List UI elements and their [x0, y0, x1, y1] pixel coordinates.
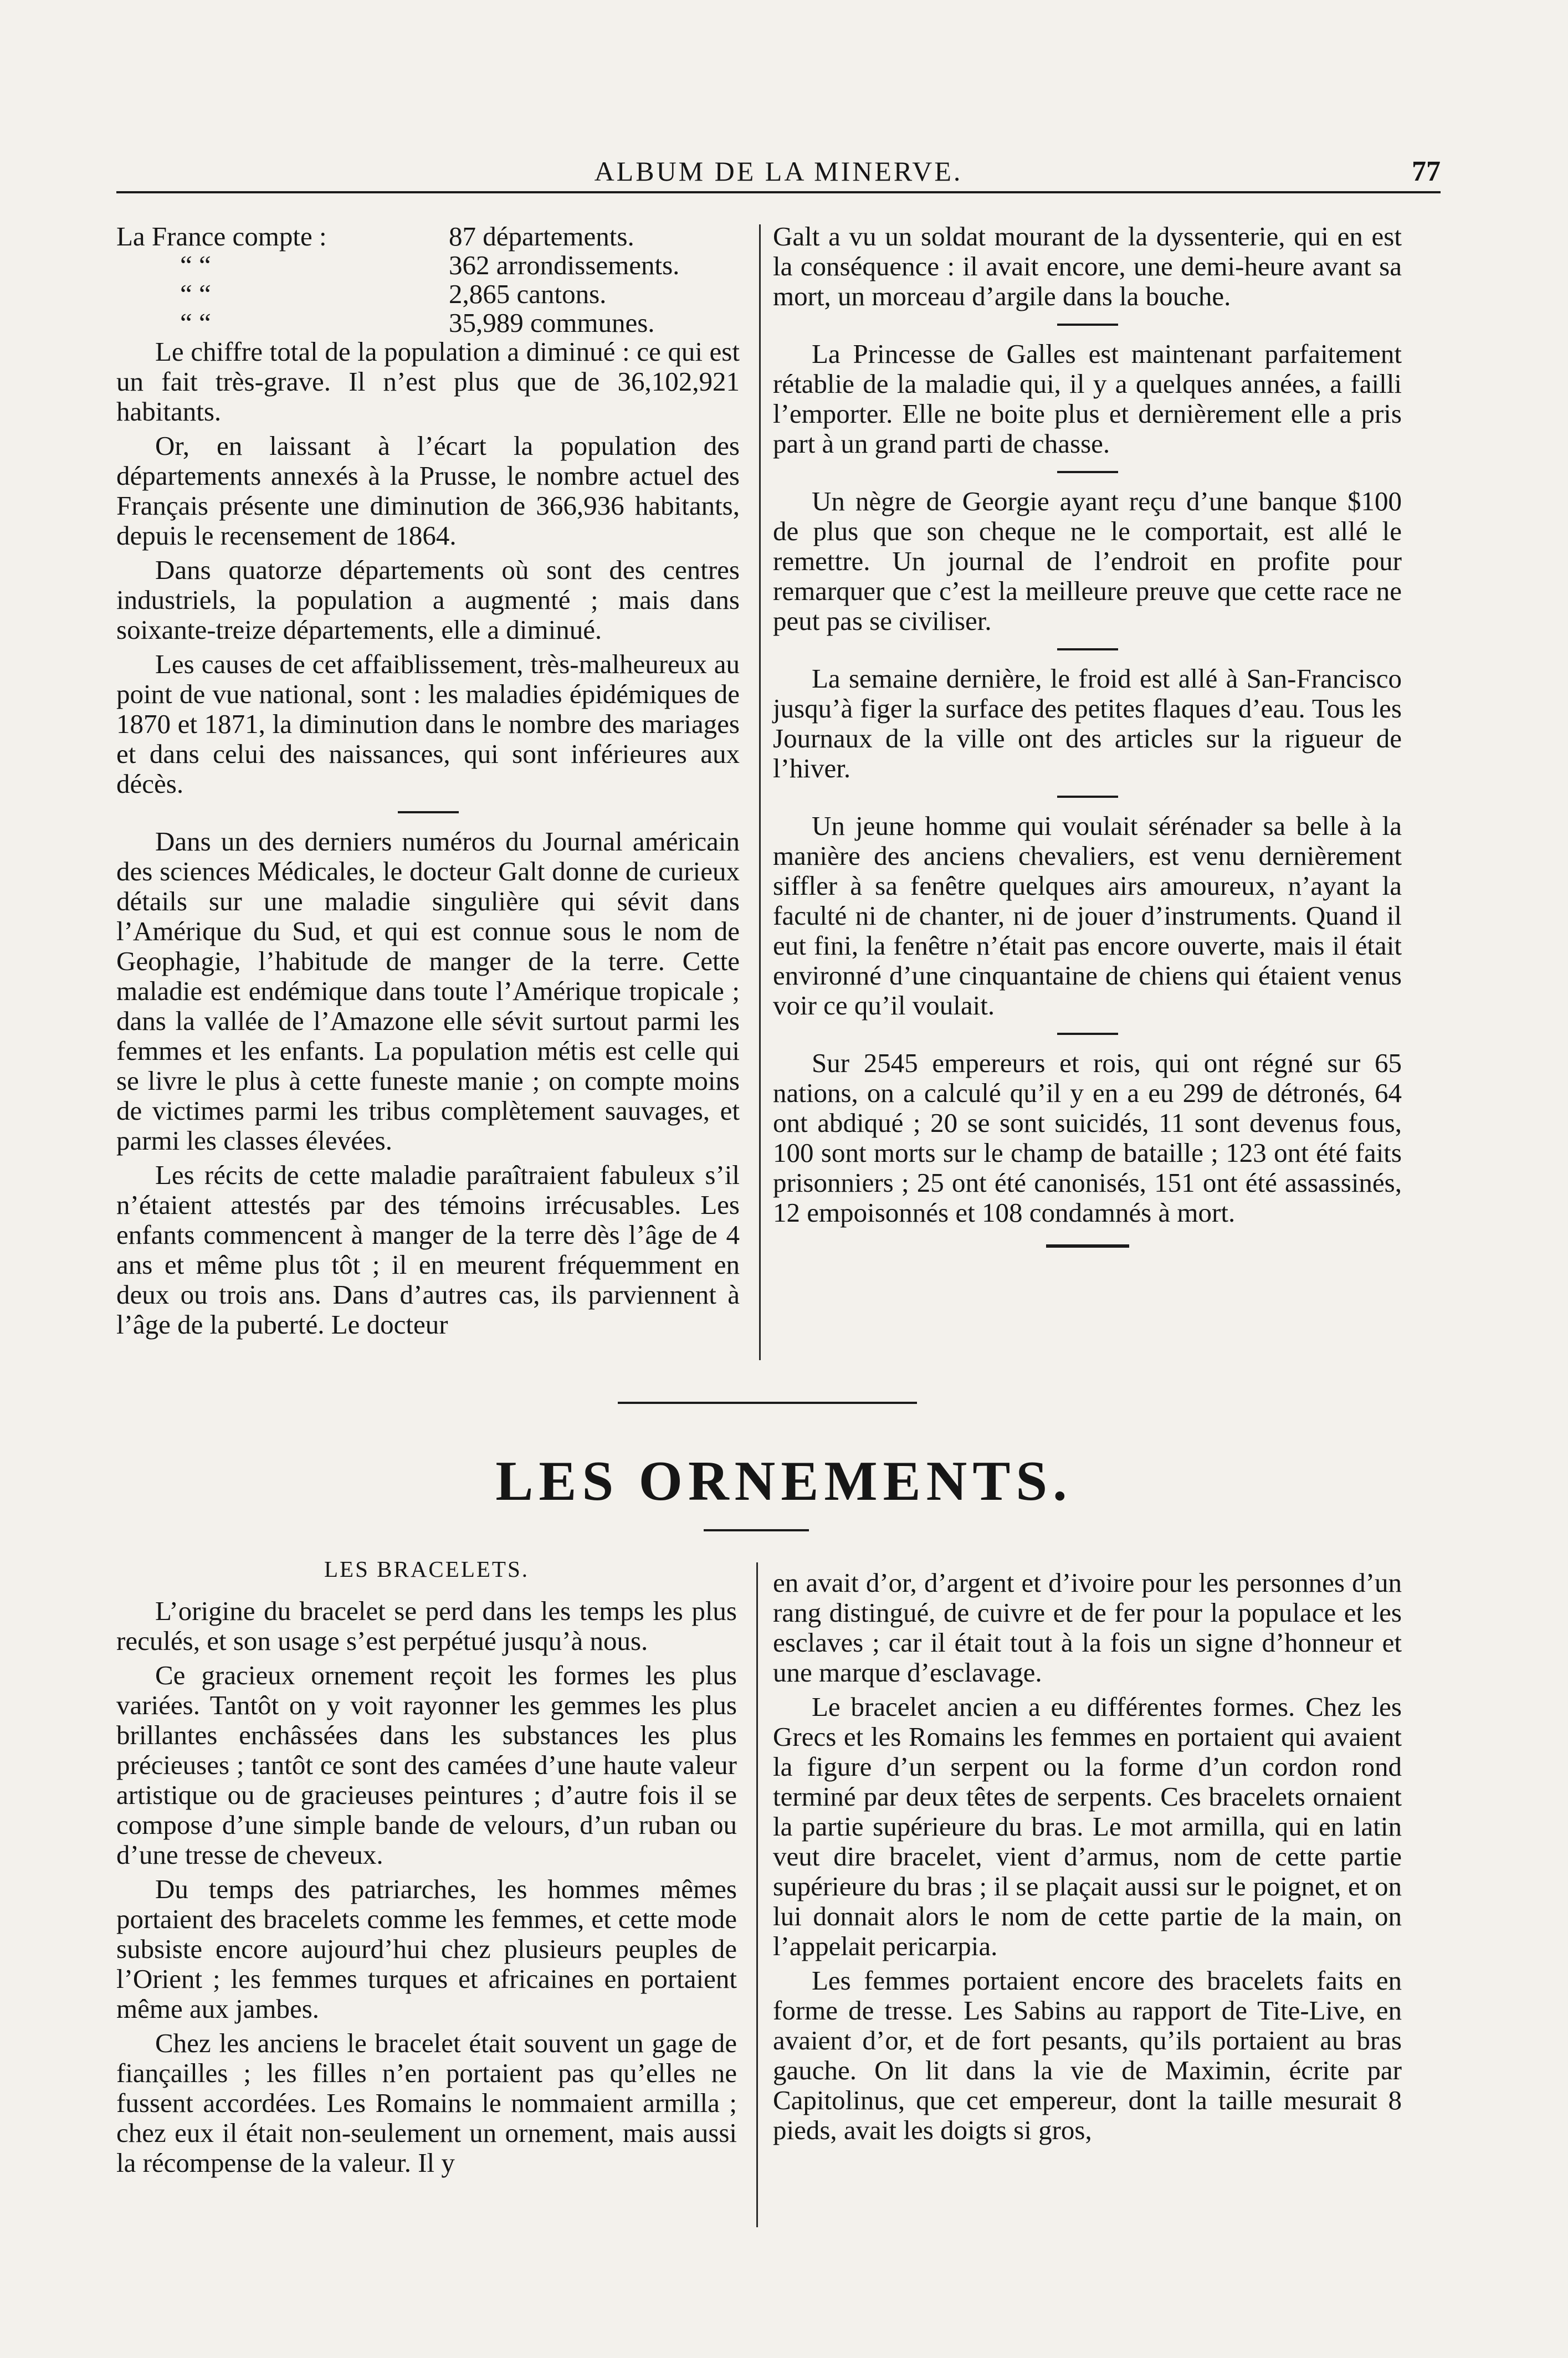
paragraph: Sur 2545 empereurs et rois, qui ont régné sur 65 nations, on a calculé qu’il y en a eu 299 de détronés, 64 ont abdiqué ; 20 se sont suicidés, 11 sont devenus fous, 100 sont morts sur le champ de bataille ; 123 ont été faits prisonniers ; 25 ont été canonisés, 151 ont été assassinés, 12 empoisonnés et 108 condamnés à mort. — [773, 1048, 1402, 1228]
section-subrule — [704, 1529, 809, 1531]
paragraph: La Princesse de Galles est maintenant parfaitement rétablie de la maladie qui, il y a quelques années, a failli l’emporter. Elle ne boite plus et dernièrement elle a pris part à un grand parti de chasse. — [773, 339, 1402, 459]
journal-title: ALBUM DE LA MINERVE. — [594, 156, 963, 187]
paragraph: Un jeune homme qui voulait sérénader sa belle à la manière des anciens chevaliers, est venu dernièrement siffler à sa fenêtre quelques airs amoureux, n’ayant la faculté ni de chanter, ni de jouer d’instruments. Quand il eut fini, la fenêtre n’était pas encore ouverte, mais il était environné d’une cinquantaine de chiens qui étaient venus voir ce qu’il voulait. — [773, 811, 1402, 1021]
stat-value: 2,865 cantons. — [449, 279, 607, 309]
paragraph: Chez les anciens le bracelet était souvent un gage de fiançailles ; les filles n’en portaient pas qu’elles ne fussent accordées. Les Romains le nommaient armilla ; chez eux il était non-seulement un ornement, mais aussi la récompense de la valeur. Il y — [116, 2028, 737, 2178]
separator-rule — [1057, 1033, 1118, 1035]
stat-row — [116, 250, 740, 279]
stat-value: 87 départements. — [449, 221, 634, 252]
paragraph: Les causes de cet affaiblissement, très-malheureux au point de vue national, sont : les maladies épidémiques de 1870 et 1871, la diminution dans le nombre des mariages et dans celui des naissances, qui sont inférieures aux décès. — [116, 649, 740, 799]
paragraph: L’origine du bracelet se perd dans les temps les plus reculés, et son usage s’est perpétué jusqu’à nous. — [116, 1596, 737, 1656]
paragraph: en avait d’or, d’argent et d’ivoire pour les personnes d’un rang distingué, de cuivre et de fer pour la populace et les esclaves ; car il était tout à la fois un signe d’honneur et une marque d’esclavage. — [773, 1567, 1402, 1688]
paragraph: Le bracelet ancien a eu différentes formes. Chez les Grecs et les Romains les femmes en portaient qui avaient la figure d’un serpent ou la forme d’un cordon rond terminé par deux têtes de serpents. Ces bracelets ornaient la partie supérieure du bras. Le mot armilla, qui en latin veut dire bracelet, vient d’armus, nom de cette partie supérieure du bras ; il se plaçait aussi sur le poignet, et on lui donnait alors le nom de cette partie de la main, on l’appelait pericarpia. — [773, 1691, 1402, 1961]
page-number: 77 — [1412, 156, 1441, 187]
stat-row — [116, 308, 740, 337]
section-title: LES ORNEMENTS. — [495, 1450, 1073, 1513]
separator-rule — [1057, 648, 1118, 650]
column-divider — [756, 1562, 758, 2227]
lower-right-column — [773, 1568, 1402, 2150]
stat-value: 35,989 communes. — [449, 307, 655, 338]
stat-label: “ “ — [180, 307, 211, 338]
paragraph: Un nègre de Georgie ayant reçu d’une banque $100 de plus que son cheque ne le comportait, est allé le remettre. Un journal de l’endroit en profite pour remarquer que c’est la meilleure preuve que cette race ne peut pas se civiliser. — [773, 486, 1402, 636]
paragraph: Les femmes portaient encore des bracelets faits en forme de tresse. Les Sabins au rapport de Tite-Live, en avaient d’or, et de fort pesants, qu’ils portaient au bras gauche. On lit dans la vie de Maximin, écrite par Capitolinus, que cet empereur, dont la taille mesurait 8 pieds, avait les doigts si gros, — [773, 1965, 1402, 2145]
section-rule — [618, 1402, 917, 1404]
stat-label: “ “ — [180, 279, 211, 309]
stat-row — [116, 279, 740, 308]
running-header — [116, 150, 1441, 194]
separator-rule — [1057, 796, 1118, 798]
stat-label: La France compte : — [116, 221, 327, 252]
separator-rule — [1057, 471, 1118, 473]
paragraph: Dans un des derniers numéros du Journal américain des sciences Médicales, le docteur Galt donne de curieux détails sur une maladie singulière qui sévit dans l’Amérique du Sud, et qui est connue sous le nom de Geophagie, l’habitude de manger de la terre. Cette maladie est endémique dans toute l’Amérique tropicale ; dans la vallée de l’Amazone elle sévit surtout parmi les femmes et les enfants. La population métis est celle qui se livre le plus à cette funeste manie ; on compte moins de victimes parmi les tribus complètement sauvages, et parmi les classes élevées. — [116, 826, 740, 1156]
upper-right-column — [773, 222, 1402, 1261]
stat-row — [116, 222, 740, 250]
paragraph: Les récits de cette maladie paraîtraient fabuleux s’il n’étaient attestés par des témoins irrécusables. Les enfants commencent à manger de la terre dès l’âge de 4 ans et même plus tôt ; il en meurent fréquemment en deux ou trois ans. Dans d’autres cas, ils parviennent à l’âge de la puberté. Le docteur — [116, 1160, 740, 1340]
stat-label: “ “ — [180, 250, 211, 280]
paragraph: Or, en laissant à l’écart la population des départements annexés à la Prusse, le nombre actuel des Français présente une diminution de 366,936 habitants, depuis le recensement de 1864. — [116, 430, 740, 551]
paragraph: Le chiffre total de la population a diminué : ce qui est un fait très-grave. Il n’est plus que de 36,102,921 habitants. — [116, 336, 740, 427]
end-rule — [1046, 1244, 1129, 1248]
separator-rule — [1057, 324, 1118, 326]
paragraph: Dans quatorze départements où sont des centres industriels, la population a augmenté ; mais dans soixante-treize départements, elle a diminué. — [116, 555, 740, 645]
sub-heading: LES BRACELETS. — [324, 1556, 530, 1582]
upper-left-column — [116, 222, 740, 1344]
separator-rule — [398, 811, 459, 813]
paragraph: La semaine dernière, le froid est allé à San-Francisco jusqu’à figer la surface des petites flaques d’eau. Tous les Journaux de la ville ont des articles sur la rigueur de l’hiver. — [773, 663, 1402, 783]
paragraph: Du temps des patriarches, les hommes mêmes portaient des bracelets comme les femmes, et cette mode subsiste encore aujourd’hui chez plusieurs peuples de l’Orient ; les femmes turques et africaines en portaient même aux jambes. — [116, 1874, 737, 2024]
lower-left-column — [116, 1554, 737, 2182]
statistics-table — [116, 222, 740, 337]
column-divider — [759, 224, 761, 1360]
paragraph: Galt a vu un soldat mourant de la dyssenterie, qui en est la conséquence : il avait encore, une demi-heure avant sa mort, un morceau d’argile dans la bouche. — [773, 221, 1402, 311]
stat-value: 362 arrondissements. — [449, 250, 680, 280]
header-rule — [116, 191, 1441, 193]
paragraph: Ce gracieux ornement reçoit les formes les plus variées. Tantôt on y voit rayonner les gemmes les plus brillantes enchâssées dans les substances les plus précieuses ; tantôt ce sont des camées d’une haute valeur artistique ou de gracieuses peintures ; d’autre fois il se compose d’une simple bande de velours, d’un ruban ou d’une tresse de cheveux. — [116, 1660, 737, 1870]
